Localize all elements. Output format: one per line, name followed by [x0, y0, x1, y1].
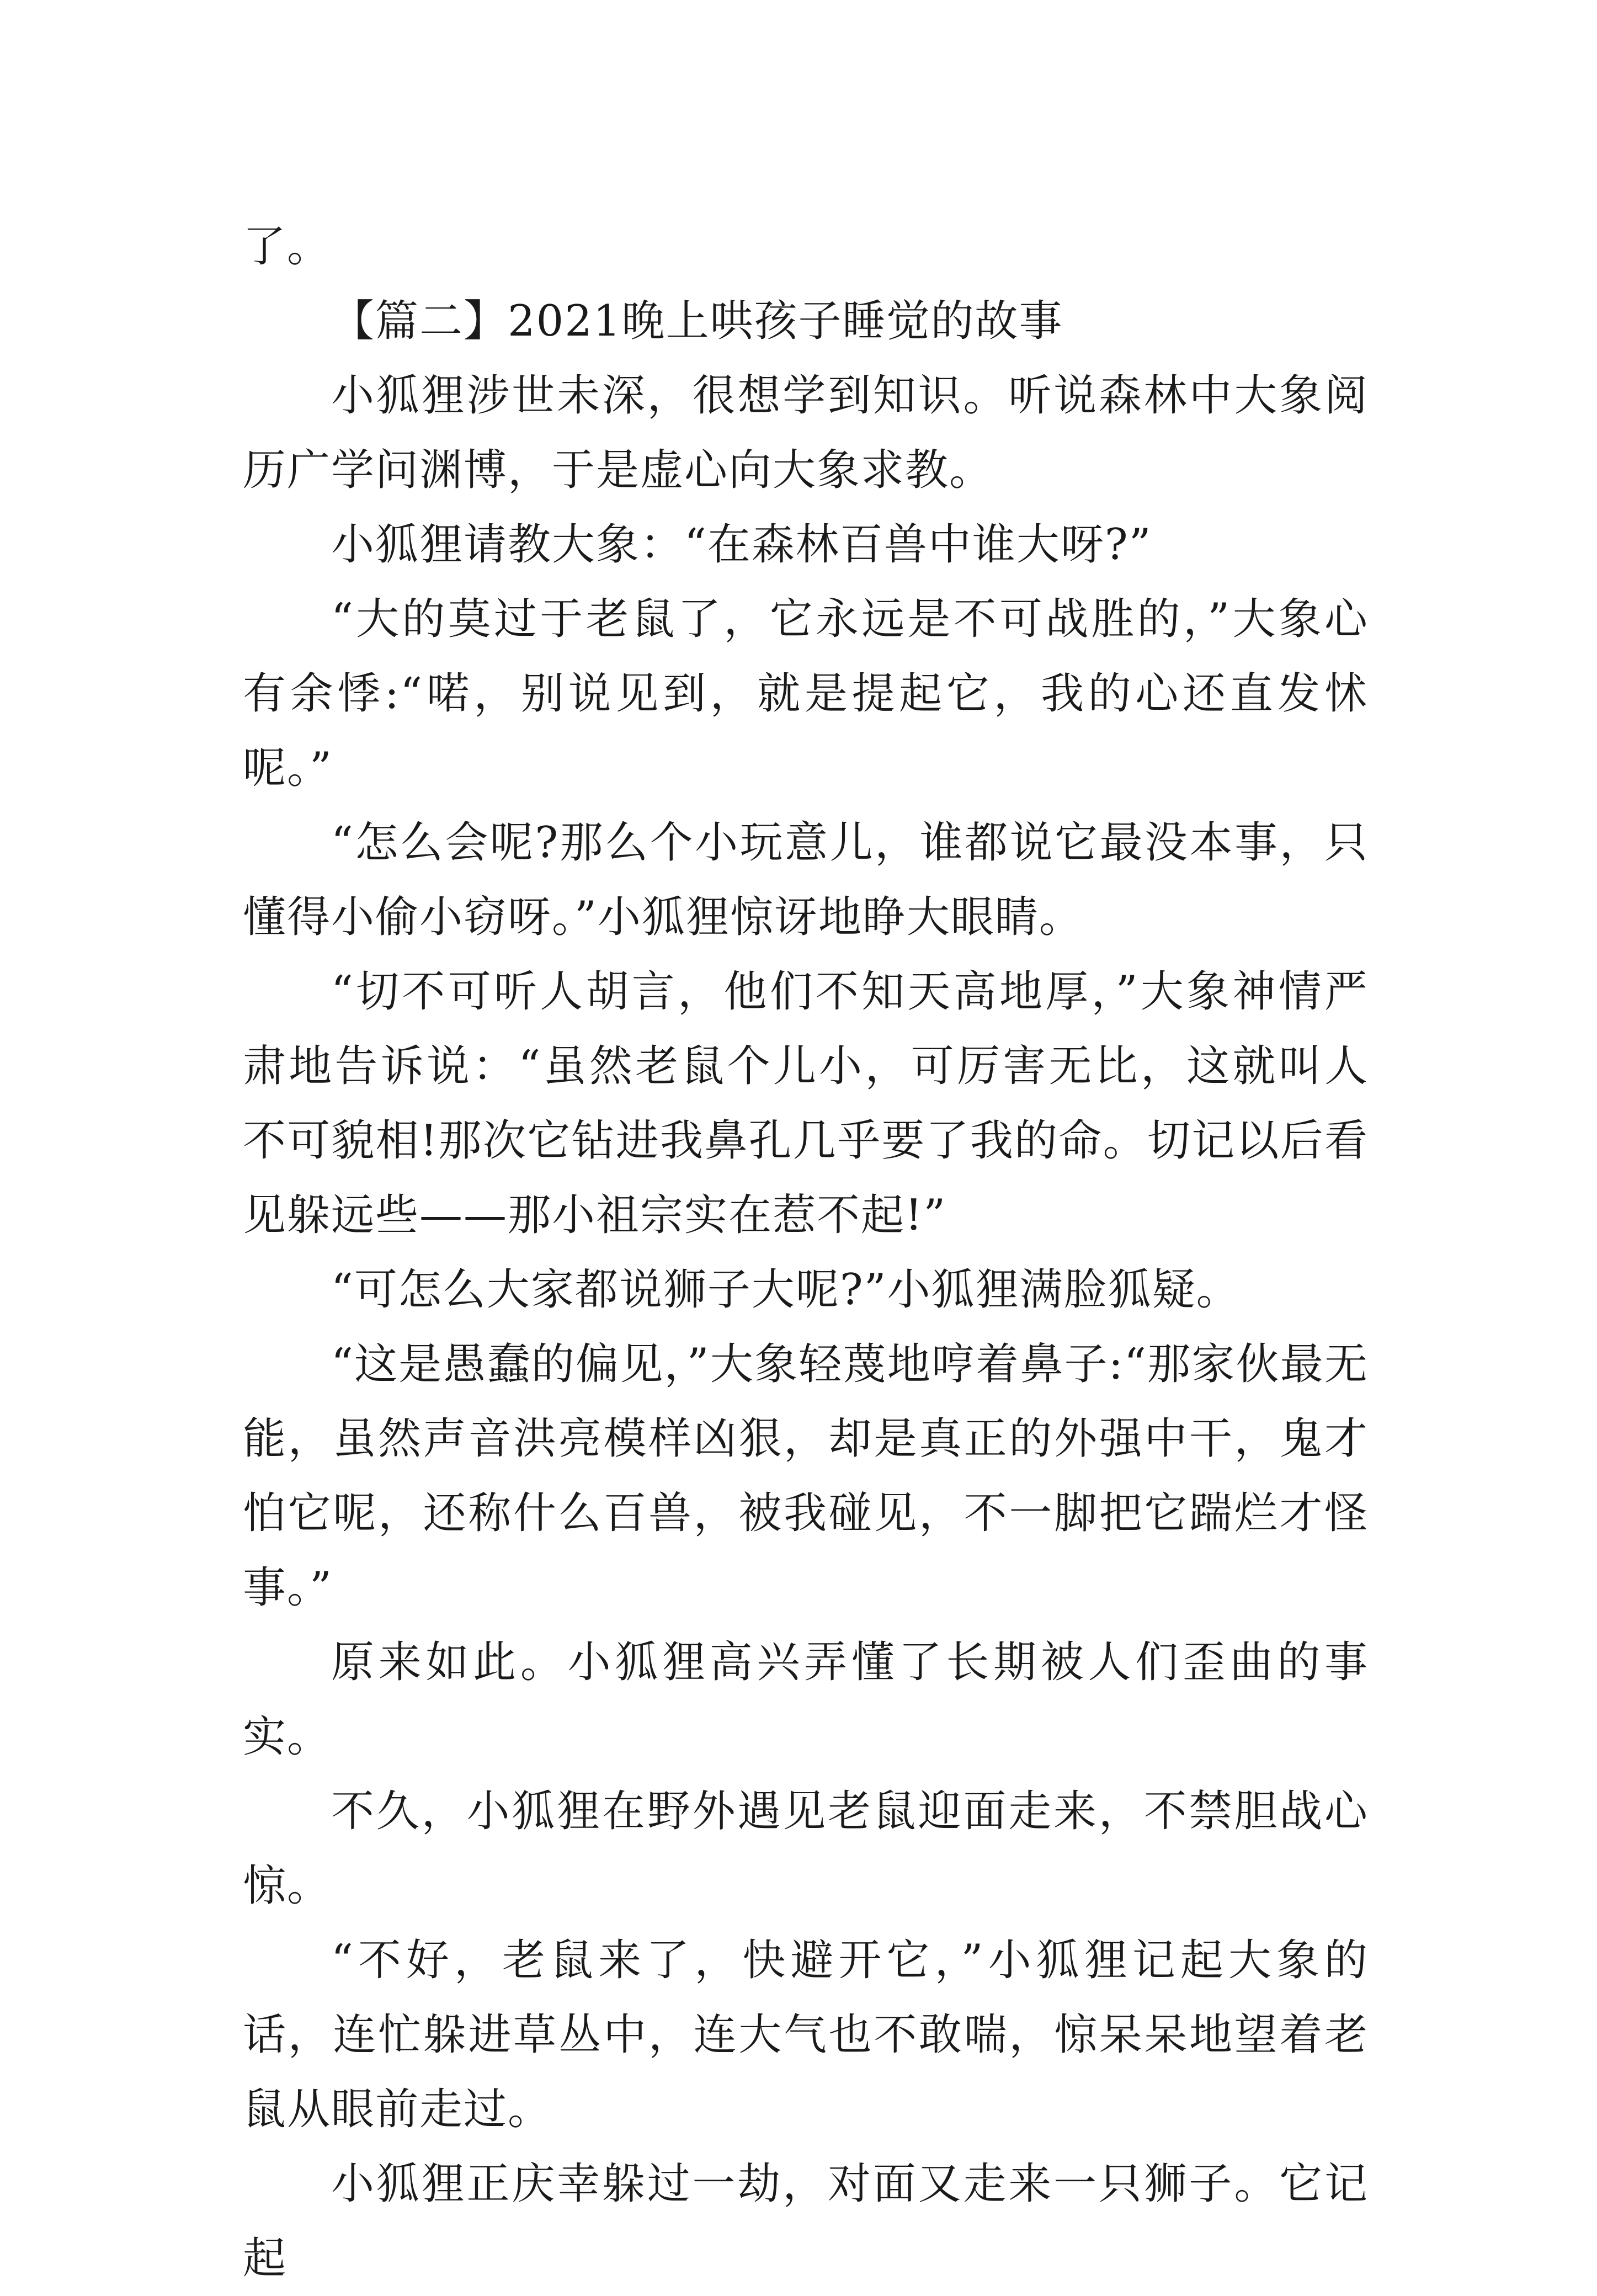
paragraph: “这是愚蠢的偏见，”大象轻蔑地哼着鼻子:“那家伙最无能，虽然声音洪亮模样凶狠，却是真正的外强中干，鬼才怕它呢，还称什么百兽，被我碰见，不一脚把它踹烂才怪事。”	[243, 1340, 1369, 1613]
paragraph-continuation: 了。	[243, 222, 332, 272]
paragraph: 原来如此。小狐狸高兴弄懂了长期被人们歪曲的事实。	[243, 1638, 1369, 1762]
paragraph: “切不可听人胡言，他们不知天高地厚，”大象神情严肃地告诉说：“虽然老鼠个儿小，可厉害无比，这就叫人不可貌相!那次它钻进我鼻孔几乎要了我的命。切记以后看见躲远些——那小祖宗实在惹不起!”	[243, 967, 1369, 1240]
body-text	[243, 210, 1369, 2296]
paragraph: “怎么会呢?那么个小玩意儿，谁都说它最没本事，只懂得小偷小窃呀。”小狐狸惊讶地睁大眼睛。	[243, 818, 1369, 942]
paragraph: 小狐狸正庆幸躲过一劫，对面又走来一只狮子。它记起	[243, 2159, 1369, 2283]
paragraph: “可怎么大家都说狮子大呢?”小狐狸满脸狐疑。	[331, 1265, 1241, 1315]
paragraph: “不好，老鼠来了，快避开它，”小狐狸记起大象的话，连忙躲进草丛中，连大气也不敢喘，惊呆呆地望着老鼠从眼前走过。	[243, 1936, 1369, 2134]
paragraph: 小狐狸涉世未深，很想学到知识。听说森林中大象阅历广学问渊博，于是虚心向大象求教。	[243, 371, 1369, 495]
section-heading: 【篇二】2021晚上哄孩子睡觉的故事	[331, 296, 1063, 346]
paragraph: “大的莫过于老鼠了，它永远是不可战胜的，”大象心有余悸:“喏，别说见到，就是提起它，我的心还直发怵呢。”	[243, 594, 1369, 793]
paragraph: 小狐狸请教大象：“在森林百兽中谁大呀?”	[331, 520, 1152, 570]
paragraph: 不久，小狐狸在野外遇见老鼠迎面走来，不禁胆战心惊。	[243, 1787, 1369, 1911]
